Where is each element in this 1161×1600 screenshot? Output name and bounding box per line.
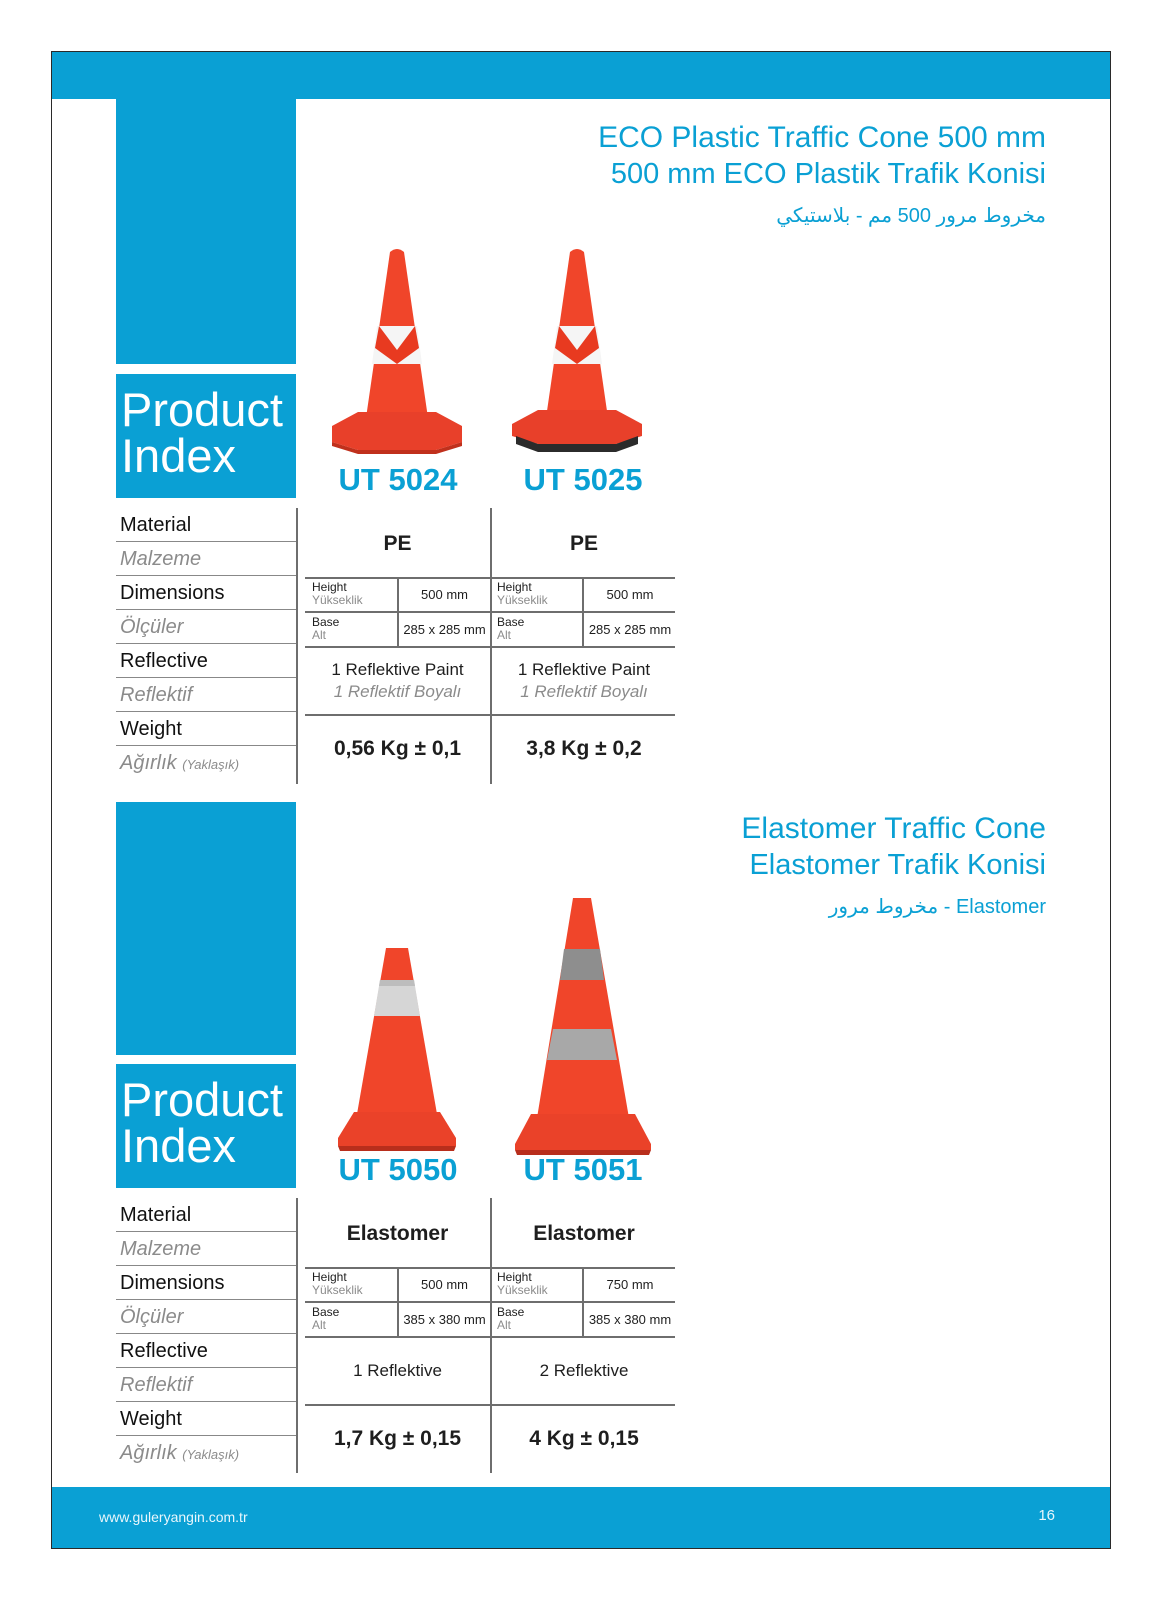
height-key-en: Height [497,580,532,594]
height-key-en: Height [497,1270,532,1284]
table2-row-line [305,1404,675,1406]
base-value-ut5051: 385 x 380 mm [588,1312,672,1327]
table1-row-line [305,577,675,579]
material-value-ut5051: Elastomer [533,1222,635,1245]
height-key [312,581,363,607]
section2-product-index-box [116,1064,296,1188]
reflective-tr-ut5025: 1 Reflektif Boyalı [520,682,648,701]
reflective-value-ut5024 [305,659,490,703]
label-agirlik [116,746,296,780]
table2-left-border [296,1198,298,1473]
reflective-tr-ut5024: 1 Reflektif Boyalı [333,682,462,701]
weight-value-ut5051: 4 Kg ± 0,15 [529,1427,639,1450]
label-weight: Weight [116,1402,296,1436]
label-agirlik [116,1436,296,1470]
top-band [52,52,1110,99]
section1-product-index-box [116,374,296,498]
cone-image-ut5024 [330,248,465,456]
product-code-ut5050: UT 5050 [338,1152,458,1187]
weight-value-ut5050: 1,7 Kg ± 0,15 [333,1427,462,1450]
label-agirlik-note: (Yaklaşık) [182,757,240,772]
base-key [312,616,339,642]
label-agirlik-text: Ağırlık [120,752,177,774]
base-key-tr: Alt [497,1318,512,1332]
product-index-line2: Index [121,429,236,482]
base-value-ut5050: 385 x 380 mm [403,1312,486,1327]
base-key [497,616,524,642]
height-value-ut5025: 500 mm [606,587,654,602]
table1-row-line [305,714,675,716]
product-index-line1: Product [121,383,283,436]
reflective-value-ut5050: 1 Reflektive [353,1361,442,1380]
section1-title-ar: مخروط مرور 500 مم - بلاستيكي [776,205,1046,227]
height-value-ut5024: 500 mm [421,587,468,602]
label-material: Material [116,508,296,542]
table1-left-border [296,508,298,784]
cone-image-ut5025 [510,248,645,456]
weight-value-ut5025: 3,8 Kg ± 0,2 [526,737,642,760]
label-reflektif: Reflektif [116,1368,296,1402]
label-agirlik-note: (Yaklaşık) [182,1447,240,1462]
height-key [312,1271,363,1297]
label-material: Material [116,1198,296,1232]
product-index-line1: Product [121,1073,283,1126]
label-reflective: Reflective [116,644,296,678]
material-value-ut5024: PE [383,532,412,555]
section1-color-block [116,99,296,364]
label-agirlik-text: Ağırlık [120,1442,177,1464]
section2-title-en: Elastomer Traffic Cone [741,812,1046,845]
height-key-en: Height [312,1270,347,1284]
height-key [497,1271,548,1297]
section1-title-en: ECO Plastic Traffic Cone 500 mm [598,121,1046,154]
height-key-tr: Yükseklik [497,1283,548,1297]
product-code-ut5024: UT 5024 [338,462,458,497]
reflective-value-ut5051: 2 Reflektive [539,1361,629,1380]
height-value-ut5051: 750 mm [606,1277,654,1292]
label-weight: Weight [116,712,296,746]
base-key-en: Base [312,615,340,629]
table1-row-line [305,611,675,613]
base-value-ut5025: 285 x 285 mm [588,622,672,637]
label-olculer: Ölçüler [116,1300,296,1334]
product-index-line2: Index [121,1119,236,1172]
label-olculer: Ölçüler [116,610,296,644]
base-key-tr: Alt [312,1318,327,1332]
base-key-en: Base [497,1305,525,1319]
label-reflektif: Reflektif [116,678,296,712]
section2-title-tr: Elastomer Trafik Konisi [749,849,1046,881]
label-malzeme: Malzeme [116,1232,296,1266]
label-dimensions: Dimensions [116,576,296,610]
product-code-ut5051: UT 5051 [523,1152,643,1187]
table2-row-line [305,1301,675,1303]
product-code-ut5025: UT 5025 [523,462,643,497]
cone-image-ut5051 [513,896,653,1156]
material-value-ut5050: Elastomer [346,1222,449,1245]
section2-color-block [116,802,296,1055]
height-key [497,581,548,607]
height-value-ut5050: 500 mm [421,1277,468,1292]
material-value-ut5025: PE [569,532,598,555]
base-value-ut5024: 285 x 285 mm [403,622,486,637]
table2-row-line [305,1336,675,1338]
reflective-en-ut5025: 1 Reflektive Paint [517,660,651,679]
height-key-tr: Yükseklik [312,593,363,607]
height-key-tr: Yükseklik [312,1283,363,1297]
footer-band [52,1487,1110,1548]
cone-image-ut5050 [336,946,460,1152]
section2-title-ar: Elastomer - مخروط مرور [828,896,1046,918]
base-key-en: Base [312,1305,340,1319]
weight-value-ut5024: 0,56 Kg ± 0,1 [333,737,462,760]
reflective-en-ut5024: 1 Reflektive Paint [331,660,464,679]
base-key [312,1306,339,1332]
reflective-value-ut5025 [492,659,676,703]
page-number: 16 [1038,1507,1055,1524]
base-key [497,1306,524,1332]
label-malzeme: Malzeme [116,542,296,576]
table1-row-line [305,646,675,648]
label-reflective: Reflective [116,1334,296,1368]
height-key-tr: Yükseklik [497,593,548,607]
base-key-tr: Alt [312,628,327,642]
height-key-en: Height [312,580,347,594]
base-key-en: Base [497,615,525,629]
website-link[interactable]: www.guleryangin.com.tr [99,1509,248,1525]
table2-row-line [305,1267,675,1269]
base-key-tr: Alt [497,628,512,642]
label-dimensions: Dimensions [116,1266,296,1300]
section1-title-tr: 500 mm ECO Plastik Trafik Konisi [610,158,1046,190]
